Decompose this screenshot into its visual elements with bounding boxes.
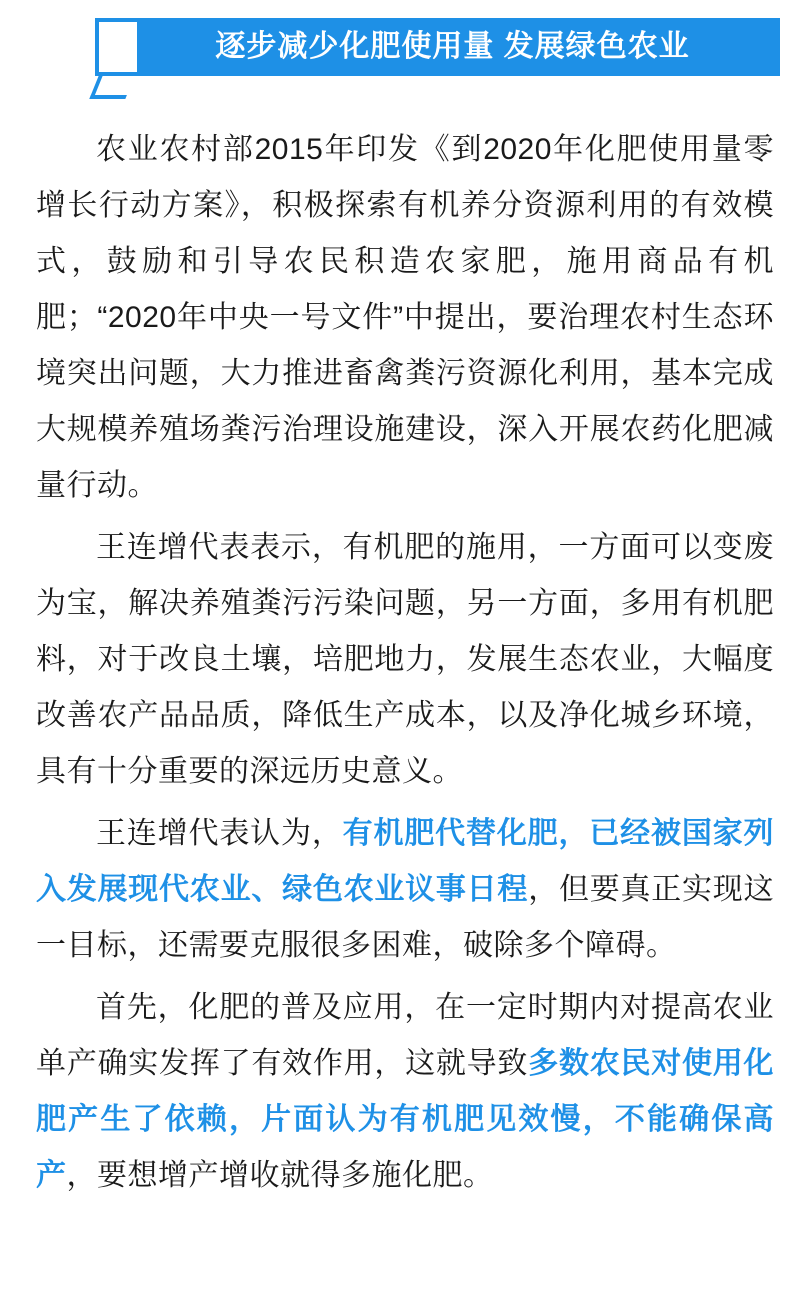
- paragraph: [36, 806, 774, 974]
- header-bar: [95, 18, 780, 76]
- body-text: 王连增代表认为，: [96, 817, 343, 850]
- highlighted-text: 有机肥代替化肥，已经被国家列入发展现代农业、绿色农业议事日程: [36, 817, 775, 906]
- body-text: ，要想增产增收就得多施化肥。: [66, 1159, 494, 1192]
- header-notch-decoration: [95, 18, 137, 76]
- highlighted-text: 多数农民对使用化肥产生了依赖，片面认为有机肥见效慢，不能确保高产: [36, 1047, 775, 1192]
- page-title: 逐步减少化肥使用量 发展绿色农业: [215, 30, 690, 63]
- header-tail-decoration: [89, 75, 135, 99]
- article-body: [36, 122, 774, 1204]
- paragraph: [36, 980, 774, 1204]
- body-text: 王连增代表表示，有机肥的施用，一方面可以变废为宝，解决养殖粪污污染问题，另一方面，多用有机肥料，对于改良土壤，培肥地力，发展生态农业，大幅度改善农产品品质，降低生产成本，以及净化城乡环境，具有十分重要的深远历史意义。: [36, 531, 774, 788]
- header-banner: [95, 18, 780, 80]
- body-text: 农业农村部2015年印发《到2020年化肥使用量零增长行动方案》，积极探索有机养分资源利用的有效模式，鼓励和引导农民积造农家肥，施用商品有机肥；“2020年中央一号文件”中提出，要治理农村生态环境突出问题，大力推进畜禽粪污资源化利用，基本完成大规模养殖场粪污治理设施建设，深入开展农药化肥减量行动。: [36, 133, 774, 502]
- body-text: ，但要真正实现这一目标，还需要克服很多困难，破除多个障碍。: [36, 873, 775, 962]
- paragraph: [36, 122, 774, 514]
- document-page: [0, 18, 810, 1315]
- body-text: 首先，化肥的普及应用，在一定时期内对提高农业单产确实发挥了有效作用，这就导致: [36, 991, 774, 1080]
- paragraph: [36, 520, 774, 800]
